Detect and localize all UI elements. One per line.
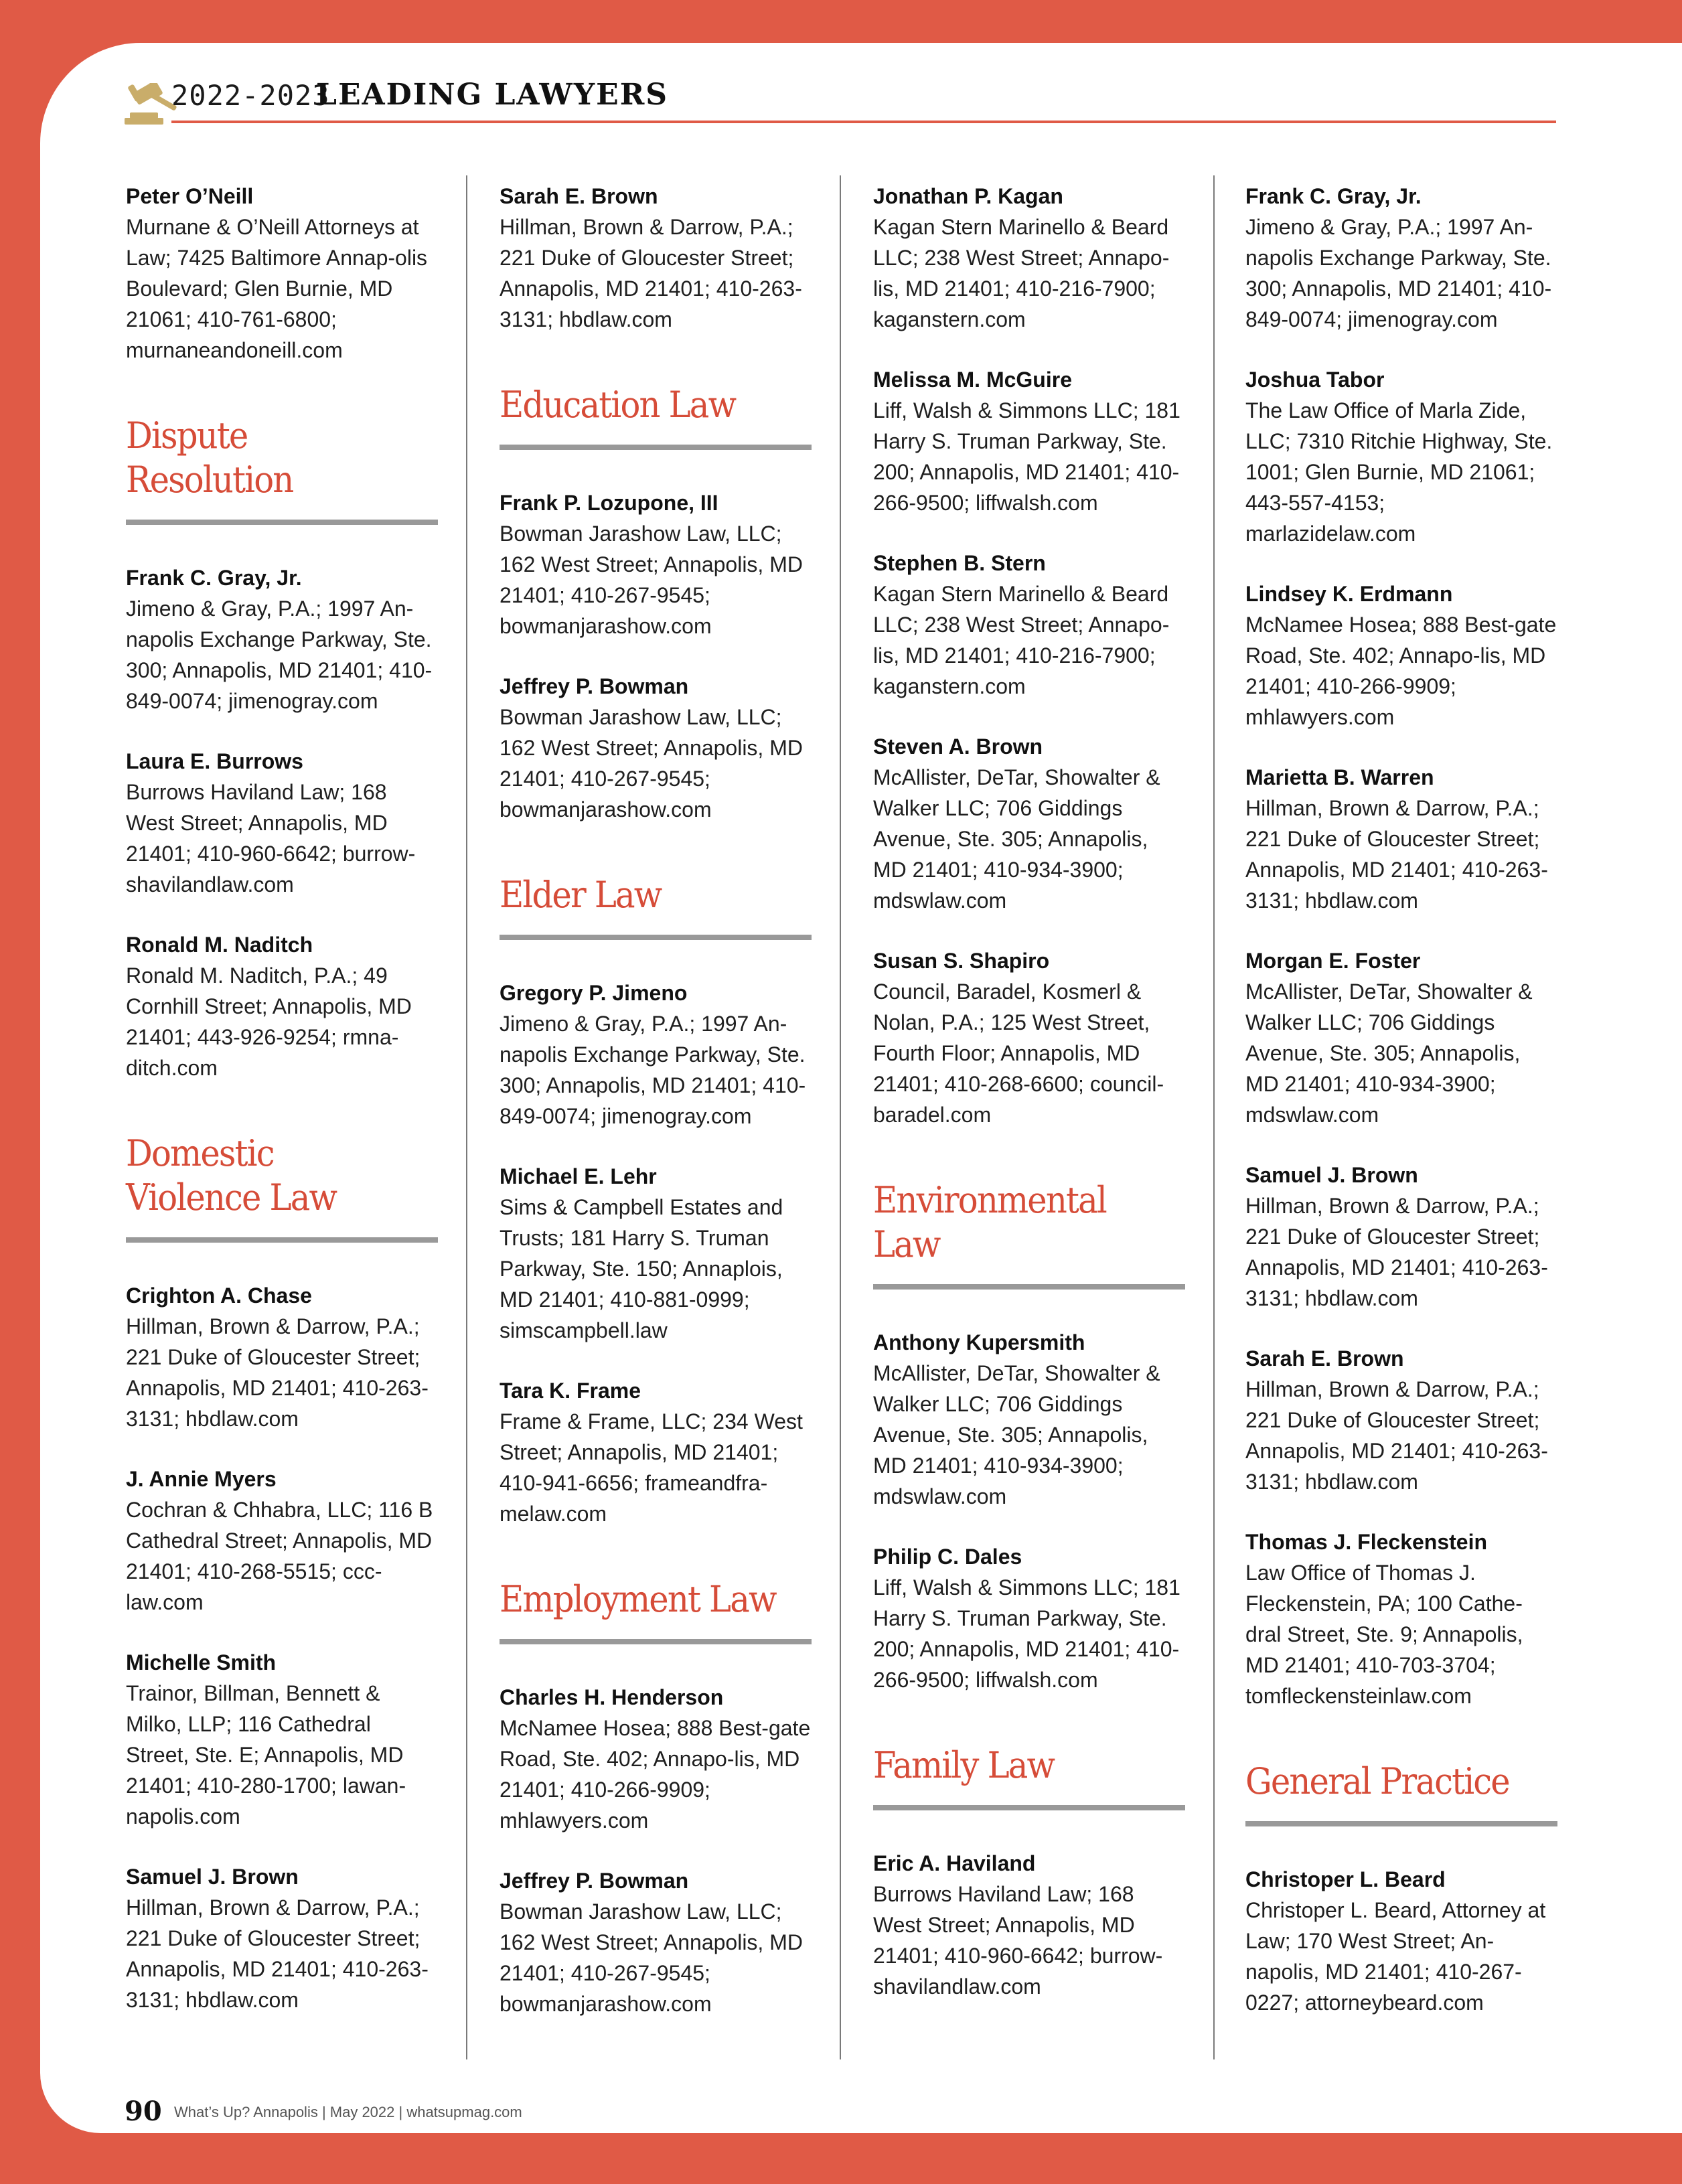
section-title: Dispute Resolution: [126, 414, 293, 501]
lawyer-address: Bowman Jarashow Law, LLC; 162 West Street; Annapolis, MD 21401; 410-267-9545; bowmanjarashow.com: [500, 1899, 803, 2016]
lawyer-name: Anthony Kupersmith: [873, 1330, 1085, 1354]
section-title: Environmental Law: [873, 1179, 1106, 1265]
lawyer-name: Morgan E. Foster: [1245, 949, 1421, 973]
section-rule: [126, 1237, 438, 1243]
lawyer-name: Gregory P. Jimeno: [500, 981, 688, 1005]
lawyer-address: Hillman, Brown & Darrow, P.A.; 221 Duke of Gloucester Street; Annapolis, MD 21401; 410-263-3131; hbdlaw.com: [1245, 1377, 1548, 1494]
lawyer-entry: [126, 1280, 438, 1434]
column-divider: [1213, 175, 1215, 2059]
lawyer-address: Jimeno & Gray, P.A.; 1997 An-napolis Exchange Parkway, Ste. 300; Annapolis, MD 21401; 410-849-0074; jimenogray.com: [1245, 215, 1552, 331]
lawyer-address: Cochran & Chhabra, LLC; 116 B Cathedral Street; Annapolis, MD 21401; 410-268-5515; ccc-law.com: [126, 1498, 433, 1614]
lawyer-address: Murnane & O’Neill Attorneys at Law; 7425 Baltimore Annap-olis Boulevard; Glen Burnie, MD 21061; 410-761-6800; murnaneandoneill.com: [126, 215, 428, 362]
lawyer-address: Liff, Walsh & Simmons LLC; 181 Harry S. Truman Parkway, Ste. 200; Annapolis, MD 21401; 410-266-9500; liffwalsh.com: [873, 398, 1180, 515]
lawyer-name: Charles H. Henderson: [500, 1685, 724, 1709]
section-title: Employment Law: [500, 1578, 776, 1620]
lawyer-name: Ronald M. Naditch: [126, 933, 313, 957]
lawyer-entry: [126, 562, 438, 716]
lawyer-name: Melissa M. McGuire: [873, 368, 1072, 392]
lawyer-name: Frank P. Lozupone, III: [500, 491, 718, 515]
lawyer-address: Trainor, Billman, Bennett & Milko, LLP; 116 Cathedral Street, Ste. E; Annapolis, MD 21401; 410-280-1700; lawan-napolis.com: [126, 1681, 406, 1828]
lawyer-entry: [500, 1865, 812, 2019]
lawyer-entry: [873, 364, 1185, 518]
lawyer-entry: [500, 487, 812, 641]
lawyer-name: Crighton A. Chase: [126, 1283, 312, 1308]
lawyer-address: McAllister, DeTar, Showalter & Walker LLC; 706 Giddings Avenue, Ste. 305; Annapolis, MD 21401; 410-934-3900; mdswlaw.com: [1245, 980, 1533, 1127]
lawyer-entry: [126, 181, 438, 366]
lawyer-address: Hillman, Brown & Darrow, P.A.; 221 Duke of Gloucester Street; Annapolis, MD 21401; 410-263-3131; hbdlaw.com: [126, 1895, 429, 2012]
lawyer-name: Marietta B. Warren: [1245, 765, 1434, 789]
lawyer-address: Jimeno & Gray, P.A.; 1997 An-napolis Exchange Parkway, Ste. 300; Annapolis, MD 21401; 410-849-0074; jimenogray.com: [500, 1012, 806, 1128]
lawyer-name: Frank C. Gray, Jr.: [126, 566, 302, 590]
section-rule: [500, 935, 812, 940]
lawyer-entry: [500, 1375, 812, 1529]
lawyer-name: Eric A. Haviland: [873, 1851, 1036, 1875]
lawyer-entry: [126, 929, 438, 1083]
lawyer-entry: [1245, 578, 1557, 732]
lawyer-address: McNamee Hosea; 888 Best-gate Road, Ste. 402; Annapo-lis, MD 21401; 410-266-9909; mhlawyers.com: [1245, 613, 1557, 729]
lawyer-address: Law Office of Thomas J. Fleckenstein, PA; 100 Cathe-dral Street, Ste. 9; Annapolis, MD 21401; 410-703-3704; tomfleckensteinlaw.com: [1245, 1561, 1523, 1708]
lawyer-name: Tara K. Frame: [500, 1379, 641, 1403]
section-rule: [873, 1805, 1185, 1810]
lawyer-address: Ronald M. Naditch, P.A.; 49 Cornhill Street; Annapolis, MD 21401; 443-926-9254; rmna-ditch.com: [126, 963, 412, 1080]
section-rule: [126, 520, 438, 525]
lawyer-entry: [1245, 181, 1557, 335]
lawyer-address: Frame & Frame, LLC; 234 West Street; Annapolis, MD 21401; 410-941-6656; frameandfra-melaw.com: [500, 1409, 803, 1526]
lawyer-name: Michael E. Lehr: [500, 1164, 657, 1188]
lawyer-entry: [1245, 364, 1557, 549]
column-2: [500, 181, 812, 2049]
lawyer-name: J. Annie Myers: [126, 1467, 277, 1491]
section-title: Education Law: [500, 384, 736, 426]
section-heading: [126, 414, 438, 525]
lawyer-entry: [500, 181, 812, 335]
lawyer-name: Sarah E. Brown: [500, 184, 658, 208]
column-1: [126, 181, 438, 2045]
lawyer-address: Christoper L. Beard, Attorney at Law; 170 West Street; An-napolis, MD 21401; 410-267-0227; attorneybeard.com: [1245, 1898, 1546, 2015]
lawyer-address: Burrows Haviland Law; 168 West Street; Annapolis, MD 21401; 410-960-6642; burrow-shavilandlaw.com: [873, 1882, 1163, 1999]
lawyer-entry: [500, 1161, 812, 1346]
lawyer-entry: [1245, 945, 1557, 1130]
lawyer-entry: [873, 181, 1185, 335]
lawyer-entry: [500, 978, 812, 1132]
lawyer-name: Peter O’Neill: [126, 184, 254, 208]
lawyer-name: Lindsey K. Erdmann: [1245, 582, 1453, 606]
lawyer-entry: [873, 731, 1185, 916]
lawyer-address: Liff, Walsh & Simmons LLC; 181 Harry S. Truman Parkway, Ste. 200; Annapolis, MD 21401; 410-266-9500; liffwalsh.com: [873, 1575, 1180, 1692]
section-heading: [126, 1132, 438, 1243]
lawyer-address: Jimeno & Gray, P.A.; 1997 An-napolis Exchange Parkway, Ste. 300; Annapolis, MD 21401; 410-849-0074; jimenogray.com: [126, 597, 433, 713]
column-3: [873, 181, 1185, 2031]
section-rule: [500, 1639, 812, 1644]
section-rule: [1245, 1821, 1557, 1826]
lawyer-name: Christoper L. Beard: [1245, 1867, 1446, 1891]
section-title: Elder Law: [500, 874, 662, 916]
lawyer-name: Steven A. Brown: [873, 734, 1043, 759]
section-heading: [1245, 1760, 1557, 1826]
column-divider: [840, 175, 841, 2059]
section-title: Domestic Violence Law: [126, 1132, 337, 1219]
lawyer-address: Bowman Jarashow Law, LLC; 162 West Street; Annapolis, MD 21401; 410-267-9545; bowmanjarashow.com: [500, 705, 803, 822]
lawyer-address: The Law Office of Marla Zide, LLC; 7310 Ritchie Highway, Ste. 1001; Glen Burnie, MD 21061; 443-557-4153; marlazidelaw.com: [1245, 398, 1553, 546]
lawyer-address: McAllister, DeTar, Showalter & Walker LLC; 706 Giddings Avenue, Ste. 305; Annapolis, MD 21401; 410-934-3900; mdswlaw.com: [873, 1361, 1160, 1508]
lawyer-name: Susan S. Shapiro: [873, 949, 1050, 973]
page-header: [125, 78, 1556, 126]
lawyer-address: Bowman Jarashow Law, LLC; 162 West Street; Annapolis, MD 21401; 410-267-9545; bowmanjarashow.com: [500, 522, 803, 638]
section-heading: [500, 1577, 812, 1644]
lawyer-name: Philip C. Dales: [873, 1545, 1022, 1569]
lawyer-entry: [126, 746, 438, 900]
lawyer-address: Council, Baradel, Kosmerl & Nolan, P.A.; 125 West Street, Fourth Floor; Annapolis, MD 21401; 410-268-6600; council-baradel.com: [873, 980, 1164, 1127]
lawyer-name: Sarah E. Brown: [1245, 1346, 1404, 1371]
section-title: Family Law: [873, 1744, 1055, 1786]
lawyer-address: Hillman, Brown & Darrow, P.A.; 221 Duke of Gloucester Street; Annapolis, MD 21401; 410-263-3131; hbdlaw.com: [1245, 1194, 1548, 1310]
section-title: General Practice: [1245, 1760, 1509, 1802]
section-rule: [500, 445, 812, 450]
lawyer-entry: [126, 1647, 438, 1832]
section-heading: [873, 1743, 1185, 1810]
lawyer-entry: [1245, 1160, 1557, 1314]
section-heading: [500, 873, 812, 940]
lawyer-entry: [1245, 1527, 1557, 1711]
lawyer-name: Stephen B. Stern: [873, 551, 1046, 575]
lawyer-entry: [873, 1848, 1185, 2002]
lawyer-entry: [873, 945, 1185, 1130]
header-year: 2022-2023: [171, 79, 330, 112]
lawyer-address: Hillman, Brown & Darrow, P.A.; 221 Duke of Gloucester Street; Annapolis, MD 21401; 410-263-3131; hbdlaw.com: [1245, 796, 1548, 913]
lawyer-entry: [873, 1541, 1185, 1695]
section-heading: [500, 383, 812, 450]
lawyer-entry: [500, 671, 812, 825]
section-rule: [873, 1284, 1185, 1290]
header-title: LEADING LAWYERS: [316, 78, 669, 112]
lawyer-name: Joshua Tabor: [1245, 368, 1385, 392]
lawyer-address: Burrows Haviland Law; 168 West Street; Annapolis, MD 21401; 410-960-6642; burrow-shavilandlaw.com: [126, 780, 416, 896]
lawyer-address: McAllister, DeTar, Showalter & Walker LLC; 706 Giddings Avenue, Ste. 305; Annapolis, MD 21401; 410-934-3900; mdswlaw.com: [873, 765, 1160, 913]
page-number: 90: [125, 2096, 162, 2127]
lawyer-entry: [1245, 762, 1557, 916]
lawyer-name: Jonathan P. Kagan: [873, 184, 1063, 208]
lawyer-name: Jeffrey P. Bowman: [500, 1869, 689, 1893]
lawyer-entry: [500, 1682, 812, 1836]
lawyer-entry: [1245, 1343, 1557, 1497]
lawyer-entry: [873, 1327, 1185, 1512]
lawyer-address: Kagan Stern Marinello & Beard LLC; 238 West Street; Annapo-lis, MD 21401; 410-216-7900; kaganstern.com: [873, 215, 1170, 331]
lawyer-name: Samuel J. Brown: [126, 1865, 299, 1889]
lawyer-address: McNamee Hosea; 888 Best-gate Road, Ste. 402; Annapo-lis, MD 21401; 410-266-9909; mhlawyers.com: [500, 1716, 811, 1832]
lawyer-address: Kagan Stern Marinello & Beard LLC; 238 West Street; Annapo-lis, MD 21401; 410-216-7900; kaganstern.com: [873, 582, 1170, 698]
lawyer-entry: [126, 1464, 438, 1618]
lawyer-name: Samuel J. Brown: [1245, 1163, 1418, 1187]
column-4: [1245, 181, 1557, 2047]
header-rule: [171, 121, 1556, 123]
section-heading: [873, 1178, 1185, 1290]
lawyer-name: Thomas J. Fleckenstein: [1245, 1530, 1488, 1554]
footer-publication: What’s Up? Annapolis | May 2022 | whatsupmag.com: [174, 2104, 522, 2120]
lawyer-name: Laura E. Burrows: [126, 749, 303, 773]
lawyer-name: Michelle Smith: [126, 1650, 277, 1674]
lawyer-address: Hillman, Brown & Darrow, P.A.; 221 Duke of Gloucester Street; Annapolis, MD 21401; 410-263-3131; hbdlaw.com: [500, 215, 802, 331]
lawyer-entry: [126, 1861, 438, 2015]
lawyer-entry: [1245, 1864, 1557, 2018]
lawyer-address: Sims & Campbell Estates and Trusts; 181 Harry S. Truman Parkway, Ste. 150; Annaplois, MD 21401; 410-881-0999; simscampbell.law: [500, 1195, 783, 1342]
lawyer-name: Jeffrey P. Bowman: [500, 674, 689, 698]
lawyer-name: Frank C. Gray, Jr.: [1245, 184, 1422, 208]
column-divider: [466, 175, 467, 2059]
lawyer-entry: [873, 548, 1185, 702]
lawyer-address: Hillman, Brown & Darrow, P.A.; 221 Duke of Gloucester Street; Annapolis, MD 21401; 410-263-3131; hbdlaw.com: [126, 1314, 429, 1431]
